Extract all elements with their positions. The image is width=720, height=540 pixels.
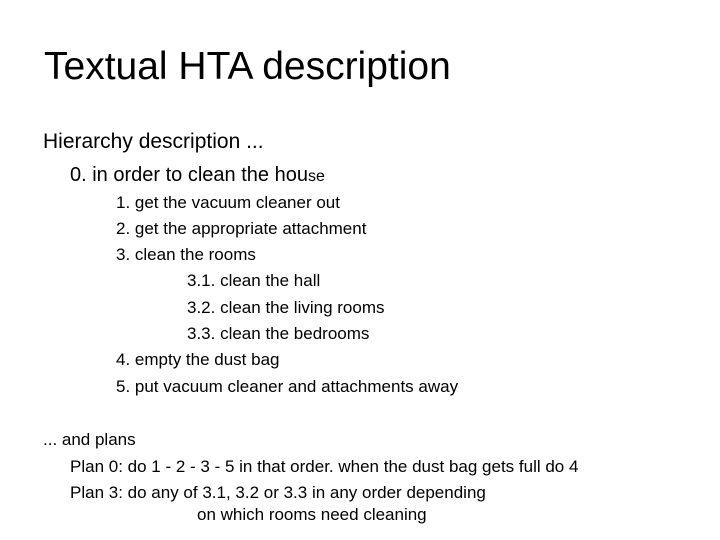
step-5: 5. put vacuum cleaner and attachments away — [116, 377, 459, 396]
hierarchy-root-label: 0. in order to clean the hou — [70, 164, 308, 186]
step-3-2: 3.2. clean the living rooms — [187, 298, 385, 317]
step-4: 4. empty the dust bag — [116, 350, 280, 369]
plan-3-continuation: on which rooms need cleaning — [197, 505, 427, 524]
plan-0: Plan 0: do 1 - 2 - 3 - 5 in that order. when the dust bag gets full do 4 — [70, 457, 579, 476]
step-1: 1. get the vacuum cleaner out — [116, 193, 340, 212]
step-3-3: 3.3. clean the bedrooms — [187, 324, 370, 343]
hierarchy-root-label-tail: se — [307, 168, 325, 185]
hierarchy-root — [70, 161, 325, 191]
step-3: 3. clean the rooms — [116, 245, 256, 264]
slide-title: Textual HTA description — [44, 45, 451, 88]
plans-heading: ... and plans — [43, 430, 136, 449]
step-2: 2. get the appropriate attachment — [116, 219, 367, 238]
plan-3: Plan 3: do any of 3.1, 3.2 or 3.3 in any order depending — [70, 483, 486, 502]
step-3-1: 3.1. clean the hall — [187, 271, 321, 290]
hierarchy-heading: Hierarchy description ... — [43, 130, 264, 153]
